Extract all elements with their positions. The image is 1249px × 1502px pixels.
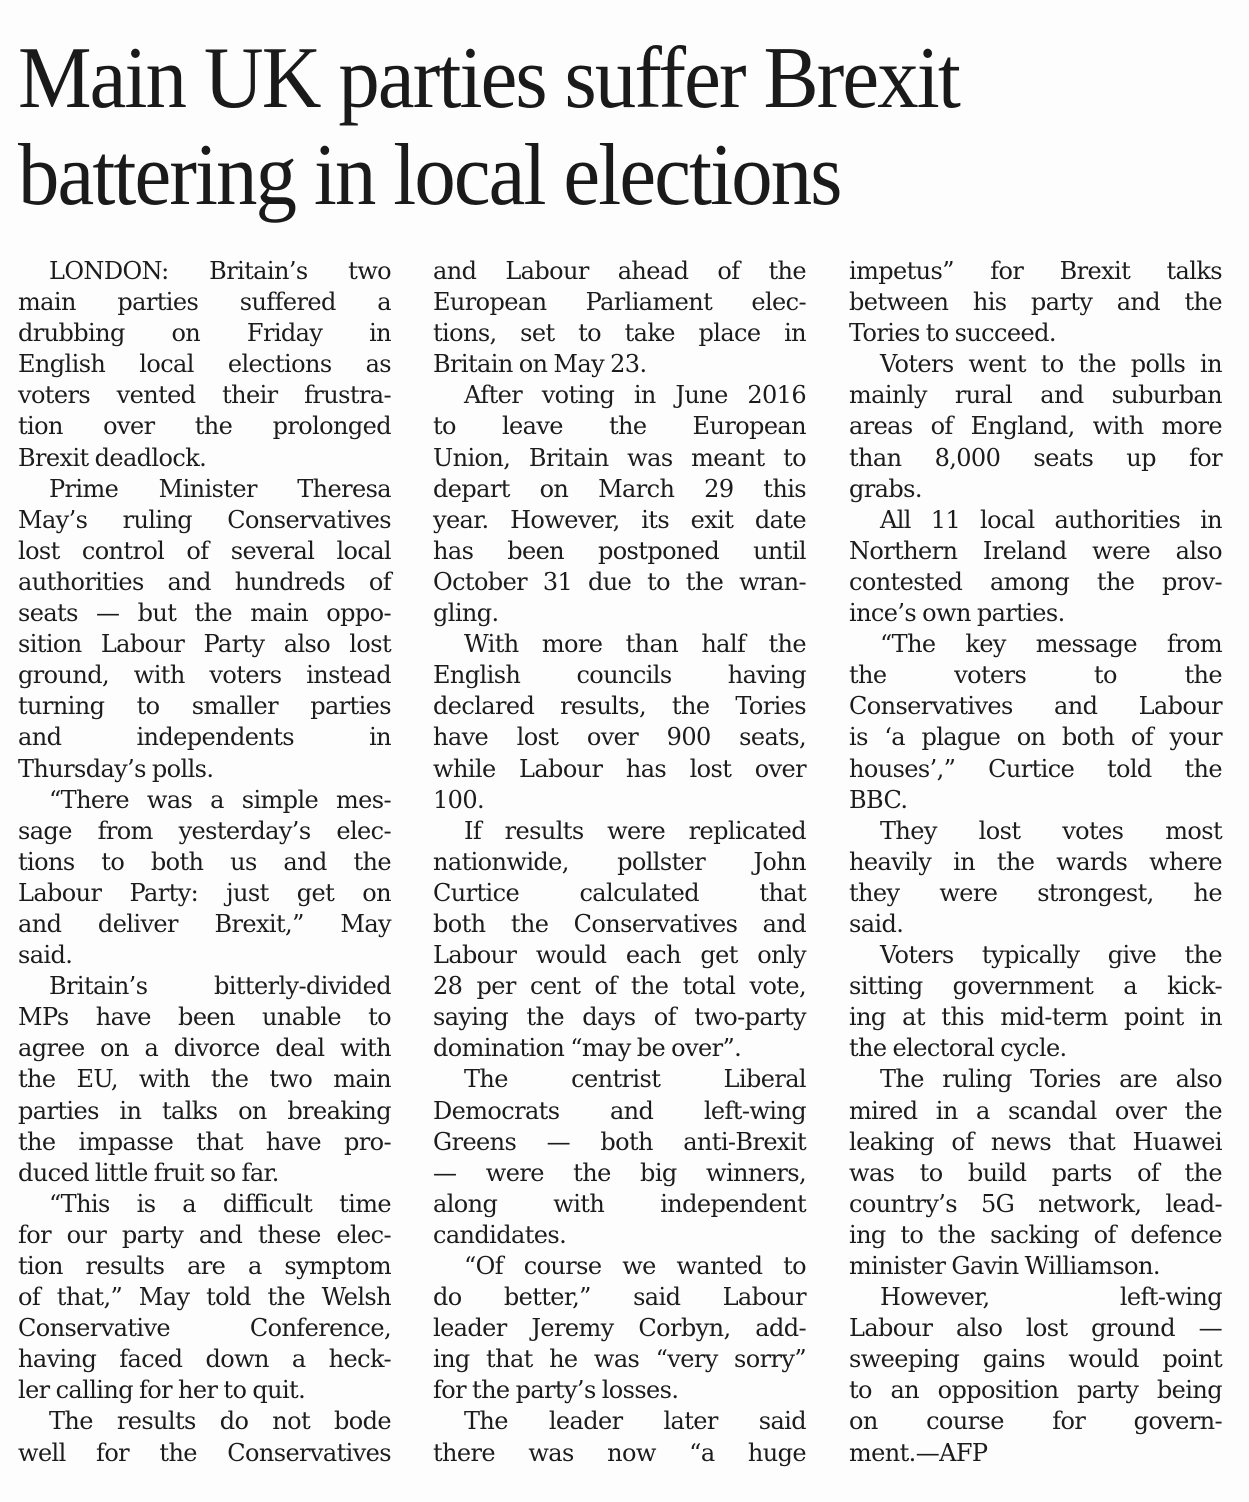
text-line: on course for govern- xyxy=(849,1407,1222,1436)
article-paragraph xyxy=(433,1251,806,1406)
text-line: “This is a difficult time xyxy=(49,1189,391,1218)
text-line: tion results are a symptom xyxy=(18,1252,391,1280)
text-line: tion over the prolonged xyxy=(18,412,391,441)
text-line: Voters typically give the xyxy=(880,941,1222,970)
article-paragraph xyxy=(433,1406,806,1468)
text-line: nationwide, pollster John xyxy=(433,847,806,876)
text-line: year. However, its exit date xyxy=(433,505,806,534)
text-line: main parties suffered a xyxy=(18,288,391,317)
text-line: Union, Britain was meant to xyxy=(433,443,806,472)
text-line: saying the days of two-party xyxy=(433,1003,806,1032)
text-line: voters vented their frustra- xyxy=(18,381,391,410)
text-line: do better,” said Labour xyxy=(433,1283,806,1312)
text-line: along with independent xyxy=(433,1189,806,1218)
text-line: leaking of news that Huawei xyxy=(849,1127,1222,1156)
text-line: English local elections as xyxy=(18,350,391,379)
article-column-3 xyxy=(849,256,1222,1469)
text-line: areas of England, with more xyxy=(849,412,1222,441)
article-paragraph xyxy=(433,629,806,816)
text-line: LONDON: Britain’s two xyxy=(49,257,391,285)
text-line: sweeping gains would point xyxy=(849,1345,1222,1374)
text-line: Labour Party: just get on xyxy=(18,878,391,907)
text-line: and deliver Brexit,” May xyxy=(18,909,391,938)
text-line: agree on a divorce deal with xyxy=(18,1034,391,1063)
text-line: the electoral cycle. xyxy=(849,1034,1067,1063)
text-line: houses’,” Curtice told the xyxy=(849,754,1222,783)
headline-line-1: Main UK parties suffer Brexit xyxy=(18,30,959,127)
text-line: mainly rural and suburban xyxy=(849,381,1222,410)
text-line: sage from yesterday’s elec- xyxy=(18,816,391,845)
text-line: duced little fruit so far. xyxy=(18,1158,279,1187)
article-paragraph xyxy=(849,505,1222,629)
text-line: “There was a simple mes- xyxy=(49,785,391,814)
text-line: All 11 local authorities in xyxy=(880,505,1222,534)
text-line: have lost over 900 seats, xyxy=(433,723,806,752)
text-line: ing that he was “very sorry” xyxy=(433,1345,806,1374)
article-paragraph xyxy=(849,1282,1222,1469)
text-line: With more than half the xyxy=(464,630,806,659)
text-line: the EU, with the two main xyxy=(18,1065,391,1094)
text-line: while Labour has lost over xyxy=(433,754,806,783)
text-line: sitting government a kick- xyxy=(849,972,1222,1001)
text-line: ment.—AFP xyxy=(849,1438,988,1467)
text-line: tions, set to take place in xyxy=(433,319,806,348)
article-paragraph xyxy=(433,816,806,1065)
text-line: is ‘a plague on both of your xyxy=(849,723,1222,752)
text-line: leader Jeremy Corbyn, add- xyxy=(433,1314,806,1343)
text-line: Greens — both anti-Brexit xyxy=(433,1127,806,1156)
text-line: Democrats and left-wing xyxy=(433,1096,806,1125)
text-line: country’s 5G network, lead- xyxy=(849,1189,1222,1218)
text-line: Thursday’s polls. xyxy=(18,754,214,783)
headline xyxy=(18,30,959,224)
text-line: Labour would each get only xyxy=(433,941,806,970)
article-paragraph xyxy=(18,1406,391,1468)
article-paragraph xyxy=(18,474,391,785)
text-line: heavily in the wards where xyxy=(849,847,1222,876)
article-paragraph xyxy=(18,971,391,1189)
text-line: Brexit deadlock. xyxy=(18,443,207,472)
text-line: ing at this mid-term point in xyxy=(849,1003,1222,1032)
text-line: contested among the prov- xyxy=(849,567,1222,596)
article-paragraph xyxy=(433,1064,806,1251)
text-line: to an opposition party being xyxy=(849,1376,1222,1405)
text-line: May’s ruling Conservatives xyxy=(18,505,391,534)
text-line: the voters to the xyxy=(849,661,1222,690)
text-line: Prime Minister Theresa xyxy=(49,474,391,503)
text-line: Britain on May 23. xyxy=(433,350,647,379)
text-line: BBC. xyxy=(849,785,908,814)
text-line: European Parliament elec- xyxy=(433,288,806,317)
text-line: grabs. xyxy=(849,474,922,503)
text-line: 28 per cent of the total vote, xyxy=(433,972,806,1001)
text-line: parties in talks on breaking xyxy=(18,1096,391,1125)
text-line: the impasse that have pro- xyxy=(18,1127,391,1156)
text-line: Northern Ireland were also xyxy=(849,536,1222,565)
text-line: “The key message from xyxy=(880,630,1222,659)
text-line: said. xyxy=(849,909,904,938)
article-paragraph xyxy=(433,380,806,629)
article-paragraph xyxy=(18,1189,391,1407)
text-line: seats — but the main oppo- xyxy=(18,599,391,628)
text-line: than 8,000 seats up for xyxy=(849,443,1222,472)
text-line: declared results, the Tories xyxy=(433,692,806,721)
headline-line-2: battering in local elections xyxy=(18,127,841,224)
article-paragraph xyxy=(18,256,391,474)
article-paragraph xyxy=(849,349,1222,504)
text-line: both the Conservatives and xyxy=(433,909,806,938)
text-line: turning to smaller parties xyxy=(18,692,391,721)
article-column-1 xyxy=(18,256,391,1469)
text-line: Conservative Conference, xyxy=(18,1314,391,1343)
text-line: impetus” for Brexit talks xyxy=(849,257,1222,285)
article-paragraph xyxy=(849,256,1222,349)
text-line: mired in a scandal over the xyxy=(849,1096,1222,1125)
text-line: October 31 due to the wran- xyxy=(433,567,806,596)
text-line: Britain’s bitterly-divided xyxy=(49,972,391,1001)
text-line: authorities and hundreds of xyxy=(18,567,391,596)
article-paragraph xyxy=(18,785,391,972)
text-line: for the party’s losses. xyxy=(433,1376,679,1405)
text-line: they were strongest, he xyxy=(849,878,1222,907)
text-line: of that,” May told the Welsh xyxy=(18,1283,391,1312)
text-line: there was now “a huge xyxy=(433,1438,806,1467)
text-line: and Labour ahead of the xyxy=(433,257,806,285)
text-line: Voters went to the polls in xyxy=(880,350,1222,379)
text-line: Curtice calculated that xyxy=(433,878,806,907)
text-line: having faced down a heck- xyxy=(18,1345,391,1374)
text-line: for our party and these elec- xyxy=(18,1220,391,1249)
text-line: said. xyxy=(18,941,73,970)
text-line: MPs have been unable to xyxy=(18,1003,391,1032)
text-line: ing to the sacking of defence xyxy=(849,1220,1222,1249)
text-line: “Of course we wanted to xyxy=(464,1252,806,1280)
text-line: The centrist Liberal xyxy=(464,1065,806,1094)
text-line: was to build parts of the xyxy=(849,1158,1222,1187)
text-line: to leave the European xyxy=(433,412,806,441)
text-line: has been postponed until xyxy=(433,536,806,565)
text-line: The leader later said xyxy=(464,1407,806,1436)
article-paragraph xyxy=(849,940,1222,1064)
article-paragraph xyxy=(849,1064,1222,1282)
text-line: lost control of several local xyxy=(18,536,391,565)
text-line: However, left-wing xyxy=(880,1283,1222,1312)
article-paragraph xyxy=(849,629,1222,816)
text-line: If results were replicated xyxy=(464,816,806,845)
text-line: ler calling for her to quit. xyxy=(18,1376,306,1405)
text-line: Tories to succeed. xyxy=(849,319,1056,348)
text-line: between his party and the xyxy=(849,288,1222,317)
text-line: tions to both us and the xyxy=(18,847,391,876)
text-line: Conservatives and Labour xyxy=(849,692,1222,721)
text-line: The results do not bode xyxy=(49,1407,391,1436)
text-line: English councils having xyxy=(433,661,806,690)
text-line: minister Gavin Williamson. xyxy=(849,1252,1160,1280)
text-line: 100. xyxy=(433,785,485,814)
text-line: and independents in xyxy=(18,723,391,752)
text-line: well for the Conservatives xyxy=(18,1438,391,1467)
text-line: After voting in June 2016 xyxy=(464,381,806,410)
article-paragraph xyxy=(433,256,806,380)
text-line: Labour also lost ground — xyxy=(849,1314,1222,1343)
text-line: ground, with voters instead xyxy=(18,661,391,690)
text-line: They lost votes most xyxy=(880,816,1222,845)
text-line: candidates. xyxy=(433,1220,567,1249)
text-line: — were the big winners, xyxy=(433,1158,806,1187)
text-line: domination “may be over”. xyxy=(433,1034,742,1063)
text-line: sition Labour Party also lost xyxy=(18,630,391,659)
article-paragraph xyxy=(849,816,1222,940)
text-line: The ruling Tories are also xyxy=(880,1065,1222,1094)
text-line: depart on March 29 this xyxy=(433,474,806,503)
text-line: drubbing on Friday in xyxy=(18,319,391,348)
text-line: ince’s own parties. xyxy=(849,599,1065,628)
article-column-2 xyxy=(433,256,806,1469)
text-line: gling. xyxy=(433,599,499,628)
